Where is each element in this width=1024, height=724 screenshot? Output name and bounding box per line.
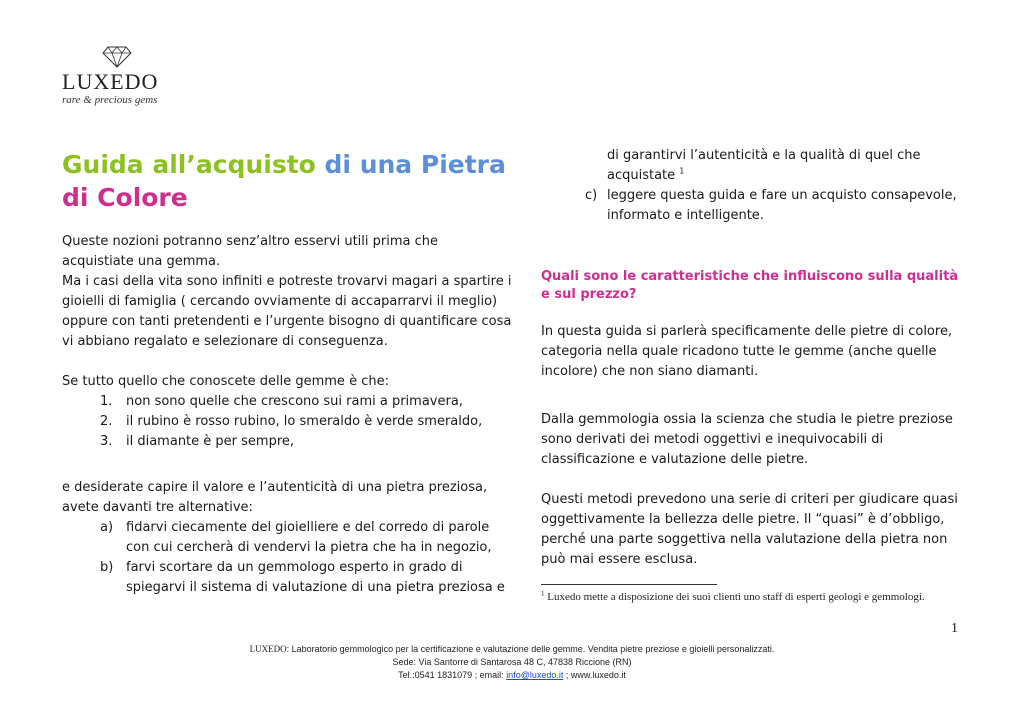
- page-number: 1: [951, 621, 958, 636]
- list-item-text: leggere questa guida e fare un acquisto consapevole, informato e intelligente.: [607, 188, 957, 223]
- company-logo: [62, 46, 182, 106]
- list-item-text: il rubino è rosso rubino, lo smeraldo è verde smeraldo,: [126, 414, 483, 429]
- list-item-text: farvi scortare da un gemmologo esperto in grado di spiegarvi il sistema di valutazione di una pietra preziosa e: [126, 560, 505, 595]
- list-item-text: il diamante è per sempre,: [126, 434, 295, 449]
- section-heading: Quali sono le caratteristiche che influiscono sulla qualità e sul prezzo?: [541, 269, 959, 302]
- intro-paragraph-2: Ma i casi della vita sono infiniti e potreste trovarvi magari a spartire i gioielli di famiglia ( cercando ovviamente di accaparrarvi il meglio) oppure con tanti pretendenti e l’urgente bisogno di quantificare cosa vi abbiano regalato e selezionare di conseguenza.: [62, 274, 512, 349]
- logo-name: LUXEDO: [62, 69, 159, 94]
- title-part-2: di una Pietra: [324, 150, 506, 179]
- title-part-1: Guida all’acquisto: [62, 150, 325, 179]
- paragraph: Questi metodi prevedono una serie di criteri per giudicare quasi oggettivamente la bellezza delle pietre. Il “quasi” è d’obbligo, perché una parte soggettiva nella valutazione della pietra non può mai essere esclusa.: [541, 492, 958, 567]
- page-title: [62, 148, 512, 214]
- list-item-text: non sono quelle che crescono sui rami a primavera,: [126, 394, 463, 409]
- alternatives-list: [62, 518, 512, 598]
- footer-line-1: [0, 643, 1024, 656]
- list-item: [541, 186, 971, 226]
- list-marker: a): [100, 520, 114, 535]
- list-marker: 2.: [100, 414, 113, 429]
- footer-description: : Laboratorio gemmologico per la certificazione e valutazione delle gemme. Vendita pietre preziose e gioielli personalizzati.: [286, 644, 775, 654]
- footer-website: ; www.luxedo.it: [563, 670, 626, 680]
- right-column: [541, 146, 971, 570]
- footer-phone: Tel.:0541 1831079 ; email:: [398, 670, 507, 680]
- paragraph: Dalla gemmologia ossia la scienza che studia le pietre preziose sono derivati dei metodi oggettivi e inequivocabili di classificazione e valutazione delle pietre.: [541, 412, 953, 467]
- logo-tagline: rare & precious gems: [62, 94, 158, 106]
- footnote-text: Luxedo mette a disposizione dei suoi clienti uno staff di esperti geologi e gemmologi.: [547, 591, 925, 603]
- list-marker: b): [100, 560, 114, 575]
- footnote-mark: 1: [541, 589, 545, 598]
- left-column: [62, 148, 512, 598]
- paragraph: In questa guida si parlerà specificamente delle pietre di colore, categoria nella quale ricadono tutte le gemme (anche quelle incolore) che non siano diamanti.: [541, 324, 953, 379]
- footer-brand: LUXEDO: [249, 644, 287, 654]
- list-item: [62, 392, 512, 412]
- page-footer: [0, 643, 1024, 682]
- list-item: [62, 558, 512, 598]
- desire-paragraph: e desiderate capire il valore e l’autenticità di una pietra preziosa, avete davanti tre alternative:: [62, 480, 488, 515]
- list-item: [62, 518, 512, 558]
- list-marker: c): [585, 188, 598, 203]
- list-item: [62, 412, 512, 432]
- known-lead: Se tutto quello che conoscete delle gemme è che:: [62, 374, 389, 389]
- diamond-icon: [102, 46, 132, 68]
- list-item: [62, 432, 512, 452]
- list-item-text: di garantirvi l’autenticità e la qualità di quel che acquistate: [607, 148, 921, 183]
- alternatives-list-continued: [541, 146, 971, 226]
- email-link[interactable]: info@luxedo.it: [506, 670, 564, 680]
- intro-paragraph-1: Queste nozioni potranno senz’altro esservi utili prima che acquistiate una gemma.: [62, 234, 438, 269]
- list-marker: 3.: [100, 434, 113, 449]
- footer-contacts: [0, 669, 1024, 682]
- list-item: [541, 146, 971, 186]
- footer-address: Sede: Via Santorre di Santarosa 48 C, 47838 Riccione (RN): [392, 657, 632, 667]
- footnote-divider: [541, 584, 717, 585]
- title-part-3: di Colore: [62, 183, 188, 212]
- footnote-reference[interactable]: 1: [679, 166, 685, 176]
- footnote: [541, 590, 931, 604]
- list-marker: 1.: [100, 394, 113, 409]
- list-item-text: fidarvi ciecamente del gioielliere e del corredo di parole con cui cercherà di vendervi la pietra che ha in negozio,: [126, 520, 492, 555]
- known-list: [62, 392, 512, 452]
